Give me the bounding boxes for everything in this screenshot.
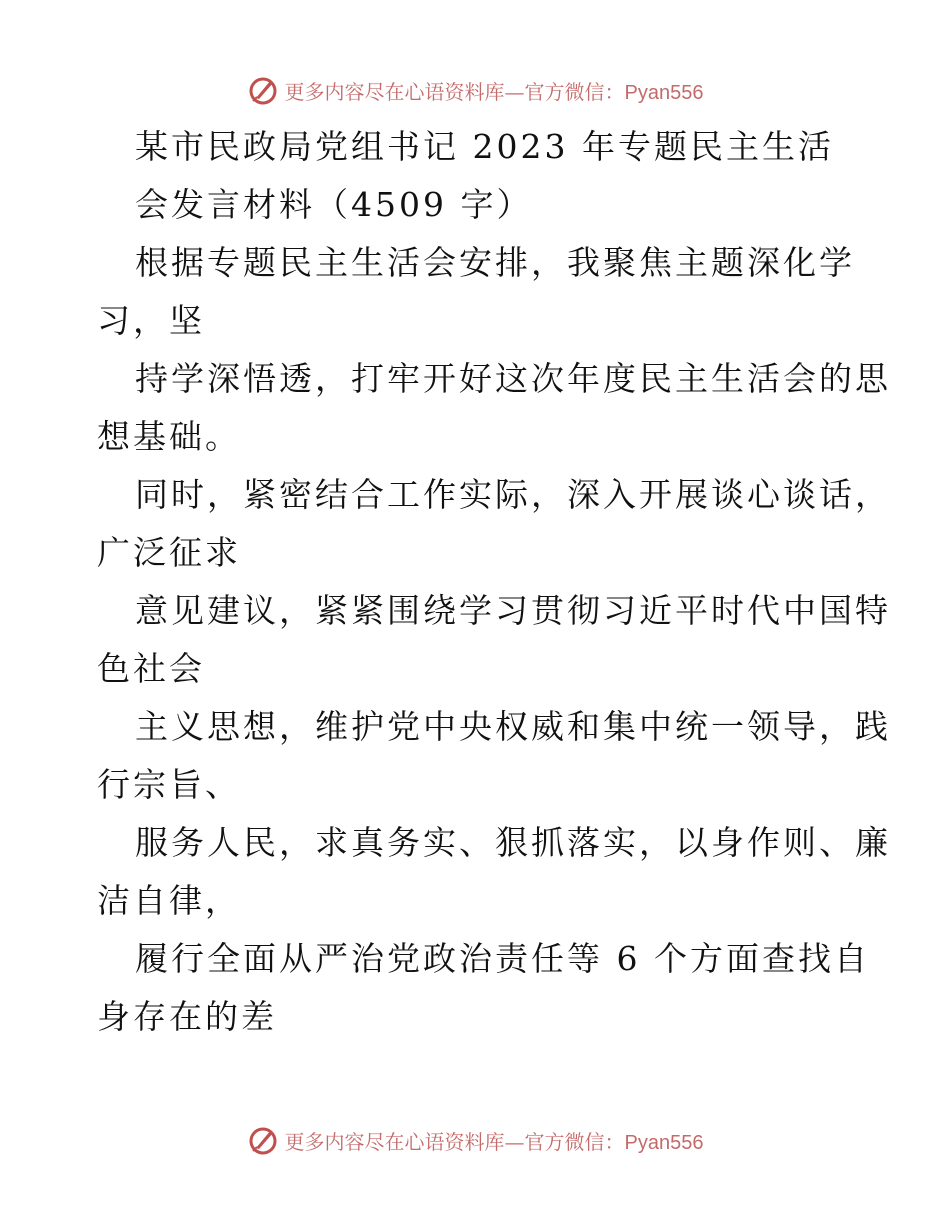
body-line: 持学深悟透，打牢开好这次年度民主生活会的思 [135,359,891,398]
body-line: 广泛征求 [97,533,241,572]
body-line: 洁自律， [97,881,241,920]
body-line: 履行全面从严治党政治责任等 6 个方面查找自 [135,939,870,978]
title-line-2: 会发言材料（4509 字） [135,185,533,224]
body-line: 习，坚 [97,301,205,340]
body-line: 根据专题民主生活会安排，我聚焦主题深化学 [135,243,855,282]
body-line: 同时，紧密结合工作实际，深入开展谈心谈话， [135,475,891,514]
watermark-text: 更多内容尽在心语资料库—官方微信： [284,1129,625,1154]
footer-watermark [0,1120,950,1160]
body-line: 身存在的差 [97,997,277,1036]
body-line: 服务人民，求真务实、狠抓落实，以身作则、廉 [135,823,891,862]
document-body [97,118,891,1046]
watermark-wechat-id: Pyan556 [624,1131,704,1154]
quill-logo-icon [247,74,279,106]
header-watermark [0,70,950,110]
watermark-text: 更多内容尽在心语资料库—官方微信： [284,79,625,104]
body-line: 色社会 [97,649,205,688]
quill-logo-icon [247,1124,279,1156]
body-line: 行宗旨、 [97,765,241,804]
body-line: 主义思想，维护党中央权威和集中统一领导，践 [135,707,891,746]
watermark-wechat-id: Pyan556 [624,81,704,104]
body-line: 意见建议，紧紧围绕学习贯彻习近平时代中国特 [135,591,891,630]
title-line-1: 某市民政局党组书记 2023 年专题民主生活 [135,127,834,166]
body-line: 想基础。 [97,417,241,456]
